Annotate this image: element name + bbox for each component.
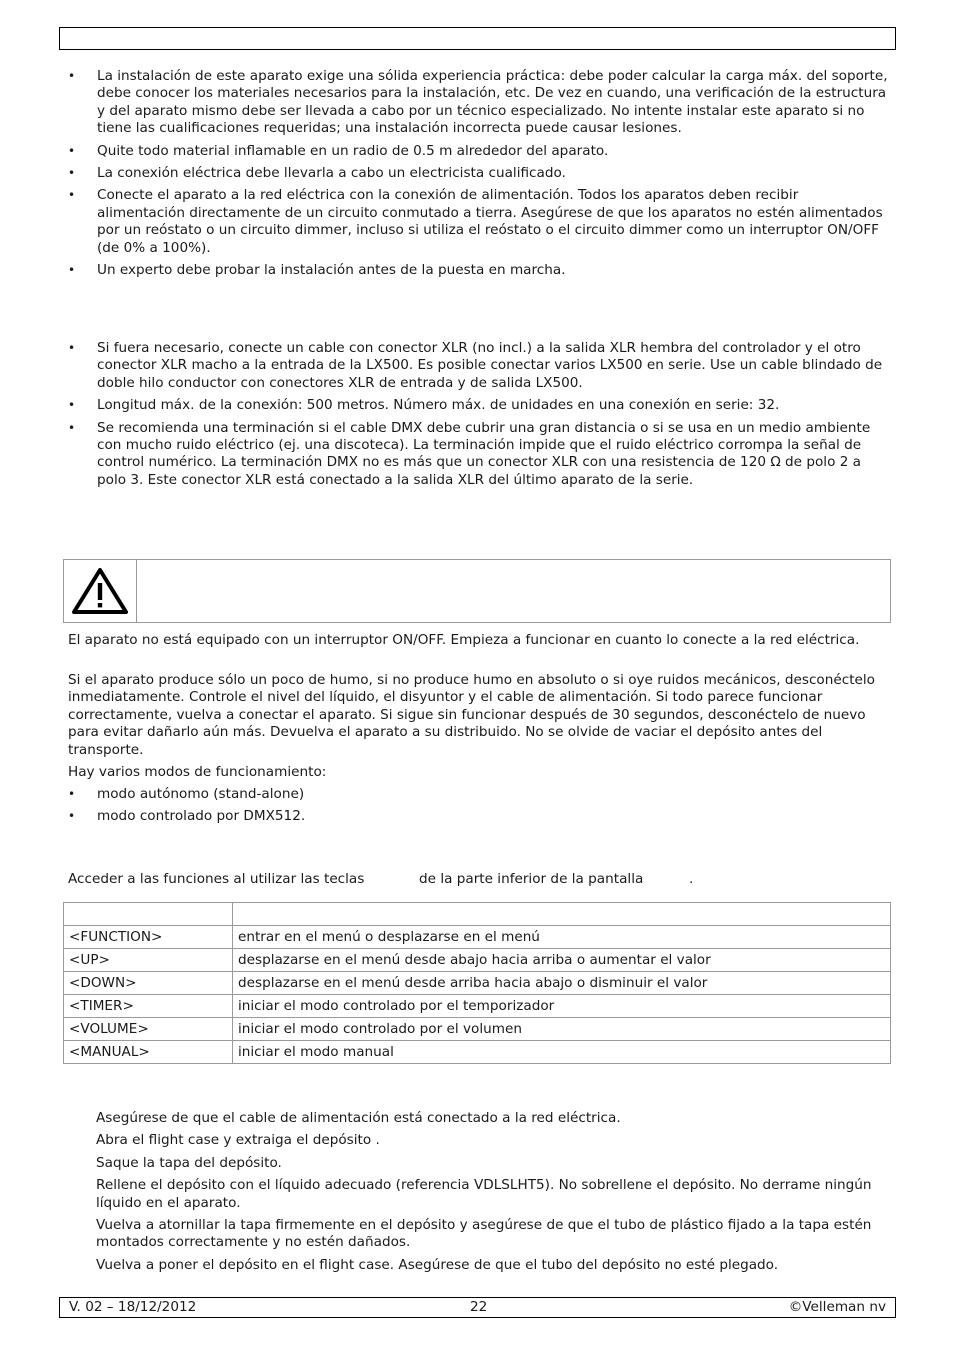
key-description-cell: iniciar el modo controlado por el volumen [233, 1018, 891, 1041]
list-item: • Quite todo material inflamable en un radio de 0.5 m alrededor del aparato. [68, 143, 888, 160]
keys-intro-part1: Acceder a las funciones al utilizar las teclas [68, 871, 365, 887]
step-item: Asegúrese de que el cable de alimentación está conectado a la red eléctrica. [96, 1110, 621, 1126]
table-row [64, 972, 891, 995]
key-description-cell: iniciar el modo manual [233, 1041, 891, 1064]
table-row [64, 1041, 891, 1064]
warning-box [63, 559, 891, 623]
operation-paragraph: Hay varios modos de funcionamiento: [68, 764, 327, 780]
table-header-cell [233, 903, 891, 926]
list-item: • modo autónomo (stand-alone) [68, 786, 888, 803]
dmx-bullet-list [68, 340, 888, 494]
list-item: • Longitud máx. de la conexión: 500 metros. Número máx. de unidades en una conexión en serie: 32. [68, 397, 888, 414]
footer-copyright: ©Velleman nv [788, 1299, 886, 1315]
key-name-cell: <TIMER> [64, 995, 233, 1018]
table-header-cell [64, 903, 233, 926]
table-row [64, 949, 891, 972]
step-item: Saque la tapa del depósito. [96, 1154, 282, 1171]
key-description-cell: desplazarse en el menú desde abajo hacia arriba o aumentar el valor [233, 949, 891, 972]
keys-intro [68, 871, 888, 889]
step-item: Vuelva a poner el depósito en el flight case. Asegúrese de que el tubo del depósito no esté plegado. [96, 1256, 779, 1273]
table-row [64, 995, 891, 1018]
installation-bullet-list [68, 68, 888, 284]
page-footer [59, 1297, 896, 1318]
operation-paragraph: El aparato no está equipado con un interruptor ON/OFF. Empieza a funcionar en cuanto lo conecte a la red eléctrica. [68, 632, 860, 648]
list-item: • Si fuera necesario, conecte un cable con conector XLR (no incl.) a la salida XLR hembra del controlador y el otro conector XLR macho a la entrada de la LX500. Es posible conectar varios LX500 en serie. Use un cable blindado de doble hilo conductor con conectores XLR de entrada y de salida LX500. [68, 340, 888, 392]
warning-icon-cell [64, 560, 137, 622]
key-name-cell: <UP> [64, 949, 233, 972]
modes-bullet-list [68, 786, 888, 831]
key-name-cell: <FUNCTION> [64, 926, 233, 949]
refill-steps-list [96, 1110, 888, 1279]
table-row [64, 1018, 891, 1041]
step-item: Vuelva a atornillar la tapa firmemente en el depósito y asegúrese de que el tubo de plástico fijado a la tapa estén montados correctamente y no estén dañados. [96, 1217, 872, 1251]
page-header-box [59, 27, 896, 50]
footer-page-number: 22 [470, 1299, 488, 1315]
key-name-cell: <DOWN> [64, 972, 233, 995]
list-item: • Un experto debe probar la instalación antes de la puesta en marcha. [68, 262, 888, 279]
table-header-row [64, 903, 891, 926]
warning-text [137, 560, 890, 622]
step-item: Abra el flight case y extraiga el depósito . [96, 1132, 380, 1149]
list-item: • La conexión eléctrica debe llevarla a cabo un electricista cualificado. [68, 165, 888, 182]
table-row [64, 926, 891, 949]
key-description-cell: entrar en el menú o desplazarse en el menú [233, 926, 891, 949]
key-description-cell: iniciar el modo controlado por el temporizador [233, 995, 891, 1018]
warning-triangle-icon [71, 567, 129, 615]
step-item: Rellene el depósito con el líquido adecuado (referencia VDLSLHT5). No sobrellene el depósito. No derrame ningún líquido en el aparato. [96, 1177, 872, 1211]
keys-intro-part3: . [689, 871, 694, 887]
key-description-cell: desplazarse en el menú desde arriba hacia abajo o disminuir el valor [233, 972, 891, 995]
key-name-cell: <VOLUME> [64, 1018, 233, 1041]
list-item: • modo controlado por DMX512. [68, 808, 888, 825]
keys-table [63, 902, 891, 1064]
footer-version: V. 02 – 18/12/2012 [69, 1299, 197, 1315]
key-name-cell: <MANUAL> [64, 1041, 233, 1064]
keys-intro-part2: de la parte inferior de la pantalla [419, 871, 644, 887]
list-item: • Se recomienda una terminación si el cable DMX debe cubrir una gran distancia o si se usa en un medio ambiente con mucho ruido eléctrico (ej. una discoteca). La terminación impide que el ruido eléctrico corrompa la señal de control numérico. La terminación DMX no es más que un conector XLR con una resistencia de 120 Ω de polo 2 a polo 3. Este conector XLR está conectado a la salida XLR del último aparato de la serie. [68, 420, 888, 490]
list-item: • Conecte el aparato a la red eléctrica con la conexión de alimentación. Todos los aparatos deben recibir alimentación directamente de un circuito conmutado a tierra. Asegúrese de que los aparatos no estén alimentados por un reóstato o un circuito dimmer, incluso si utiliza el reóstato o el circuito dimmer como un interruptor ON/OFF (de 0% a 100%). [68, 187, 888, 257]
operation-paragraph: Si el aparato produce sólo un poco de humo, si no produce humo en absoluto o si oye ruidos mecánicos, desconéctelo inmediatamente. Controle el nivel del líquido, el disyuntor y el cable de alimentación. Si todo parece funcionar correctamente, vuelva a conectar el aparato. Si sigue sin funcionar después de 30 segundos, desconéctelo de nuevo para evitar dañarlo aún más. Devuelva el aparato a su distribuido. No se olvide de vaciar el depósito antes del transporte. [68, 672, 875, 758]
list-item: • La instalación de este aparato exige una sólida experiencia práctica: debe poder calcular la carga máx. del soporte, debe conocer los materiales necesarios para la instalación, etc. De vez en cuando, una verificación de la estructura y del aparato mismo debe ser llevada a cabo por un técnico especializado. No intente instalar este aparato si no tiene las cualificaciones requeridas; una instalación incorrecta puede causar lesiones. [68, 68, 888, 138]
